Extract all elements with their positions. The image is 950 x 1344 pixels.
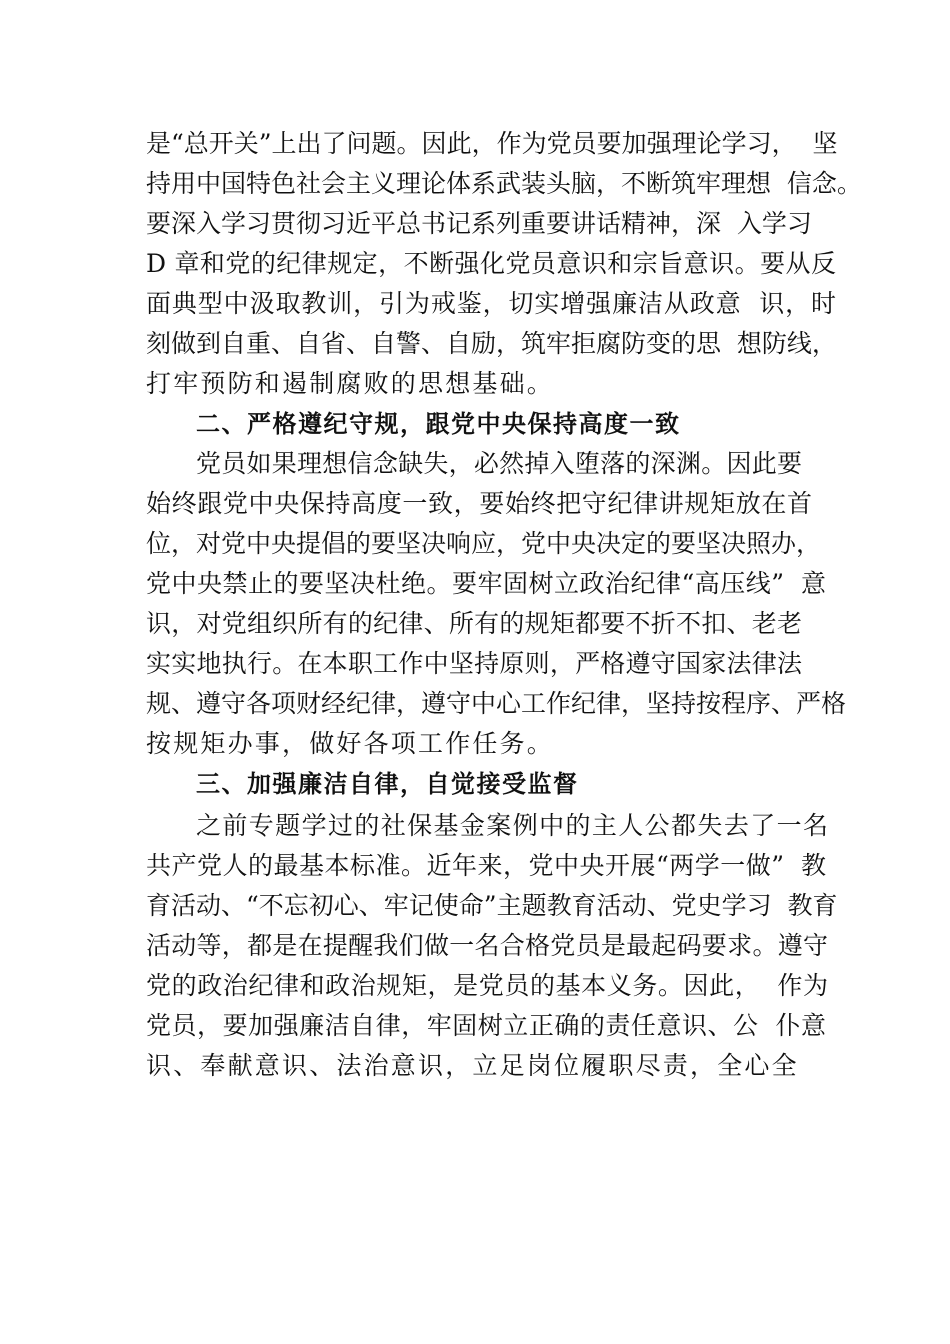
paragraph-line: 识、奉献意识、法治意识，立足岗位履职尽责，全心全: [146, 1051, 799, 1080]
paragraph-line: 活动等，都是在提醒我们做一名合格党员是最起码要求。遵守: [146, 931, 828, 960]
section-heading: 二、严格遵纪守规，跟党中央保持高度一致: [196, 410, 681, 438]
paragraph-line: 共产党人的最基本标准。近年来，党中央开展“两学一做” 教: [146, 851, 826, 880]
paragraph-line: 按规矩办事，做好各项工作任务。: [146, 729, 555, 758]
paragraph-line: 始终跟党中央保持高度一致，要始终把守纪律讲规矩放在首: [146, 489, 812, 518]
paragraph-line: 党的政治纪律和政治规矩，是党员的基本义务。因此， 作为: [146, 971, 828, 1000]
paragraph-line: 党员，要加强廉洁自律，牢固树立正确的责任意识、公 仆意: [146, 1011, 826, 1040]
paragraph-line: 之前专题学过的社保基金案例中的主人公都失去了一名: [196, 811, 828, 840]
paragraph-line: 要深入学习贯彻习近平总书记系列重要讲话精神，深 入学习: [146, 209, 812, 238]
paragraph-line: 持用中国特色社会主义理论体系武装头脑，不断筑牢理想 信念。: [146, 169, 862, 198]
paragraph-line: D 章和党的纪律规定，不断强化党员意识和宗旨意识。要从反: [146, 249, 836, 278]
paragraph-line: 位，对党中央提倡的要坚决响应，党中央决定的要坚决照办，: [146, 529, 822, 558]
paragraph-line: 育活动、“不忘初心、牢记使命”主题教育活动、党史学习 教育: [146, 891, 838, 920]
paragraph-line: 实实地执行。在本职工作中坚持原则，严格遵守国家法律法: [146, 649, 802, 678]
paragraph-line: 识，对党组织所有的纪律、所有的规矩都要不折不扣、老老: [146, 609, 802, 638]
paragraph-line: 党员如果理想信念缺失，必然掉入堕落的深渊。因此要: [196, 449, 802, 478]
paragraph-line: 打牢预防和遏制腐败的思想基础。: [146, 369, 555, 398]
section-heading: 三、加强廉洁自律，自觉接受监督: [196, 770, 579, 798]
paragraph-line: 面典型中汲取教训，引为戒鉴，切实增强廉洁从政意 识，时: [146, 289, 836, 318]
paragraph-line: 党中央禁止的要坚决杜绝。要牢固树立政治纪律“高压线” 意: [146, 569, 826, 598]
paragraph-line: 是“总开关”上出了问题。因此，作为党员要加强理论学习， 坚: [146, 129, 838, 158]
paragraph-line: 刻做到自重、自省、自警、自励，筑牢拒腐防变的思 想防线，: [146, 329, 837, 358]
paragraph-line: 规、遵守各项财经纪律，遵守中心工作纪律，坚持按程序、严格: [146, 689, 847, 718]
